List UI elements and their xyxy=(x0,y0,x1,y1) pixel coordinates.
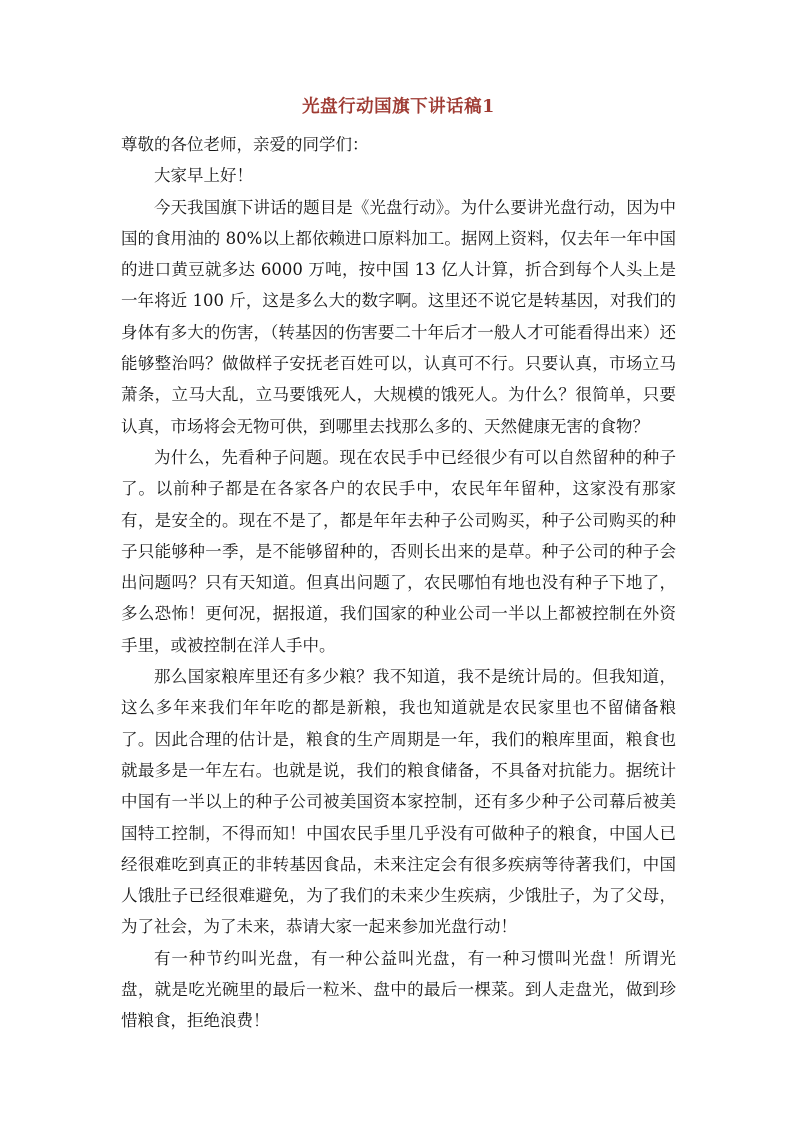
paragraph-body-2: 为什么，先看种子问题。现在农民手中已经很少有可以自然留种的种子了。以前种子都是在各家各户的农民手中，农民年年留种，这家没有那家有，是安全的。现在不是了，都是年年去种子公司购买，种子公司购买的种子只能够种一季，是不能够留种的，否则长出来的是草。种子公司的种子会出问题吗？只有天知道。但真出问题了，农民哪怕有地也没有种子下地了，多么恐怖！更何况，据报道，我们国家的种业公司一半以上都被控制在外资手里，或被控制在洋人手中。 xyxy=(121,447,676,655)
paragraph-body-4: 有一种节约叫光盘，有一种公益叫光盘，有一种习惯叫光盘！所谓光盘，就是吃光碗里的最后一粒米、盘中的最后一棵菜。到人走盘光，做到珍惜粮食，拒绝浪费！ xyxy=(121,948,676,1031)
paragraph-salutation: 大家早上好！ xyxy=(154,166,253,186)
paragraph-greeting: 尊敬的各位老师，亲爱的同学们： xyxy=(121,135,369,154)
document-title: 光盘行动国旗下讲话稿1 xyxy=(302,97,495,117)
paragraph-body-3: 那么国家粮库里还有多少粮？我不知道，我不是统计局的。但我知道，这么多年来我们年年吃的都是新粮，我也知道就是农民家里也不留储备粮了。因此合理的估计是，粮食的生产周期是一年，我们的粮库里面，粮食也就最多是一年左右。也就是说，我们的粮食储备，不具备对抗能力。据统计中国有一半以上的种子公司被美国资本家控制，还有多少种子公司幕后被美国特工控制，不得而知！中国农民手里几乎没有可做种子的粮食，中国人已经很难吃到真正的非转基因食品，未来注定会有很多疾病等待著我们，中国人饿肚子已经很难避免，为了我们的未来少生疾病，少饿肚子，为了父母，为了社会，为了未来，恭请大家一起来参加光盘行动！ xyxy=(121,667,676,937)
paragraph-body-1: 今天我国旗下讲话的题目是《光盘行动》。为什么要讲光盘行动，因为中国的食用油的 80%以上都依赖进口原料加工。据网上资料，仅去年一年中国的进口黄豆就多达 6000 万吨，按中国 13 亿人计算，折合到每个人头上是一年将近 100 斤，这是多么大的数字啊。这里还不说它是转基因，对我们的身体有多大的伤害，（转基因的伤害要二十年后才一般人才可能看得出来）还能够整治吗？做做样子安抚老百姓可以，认真可不行。只要认真，市场立马萧条，立马大乱，立马要饿死人，大规模的饿死人。为什么？很简单，只要认真，市场将会无物可供，到哪里去找那么多的、天然健康无害的食物？ xyxy=(121,197,676,436)
